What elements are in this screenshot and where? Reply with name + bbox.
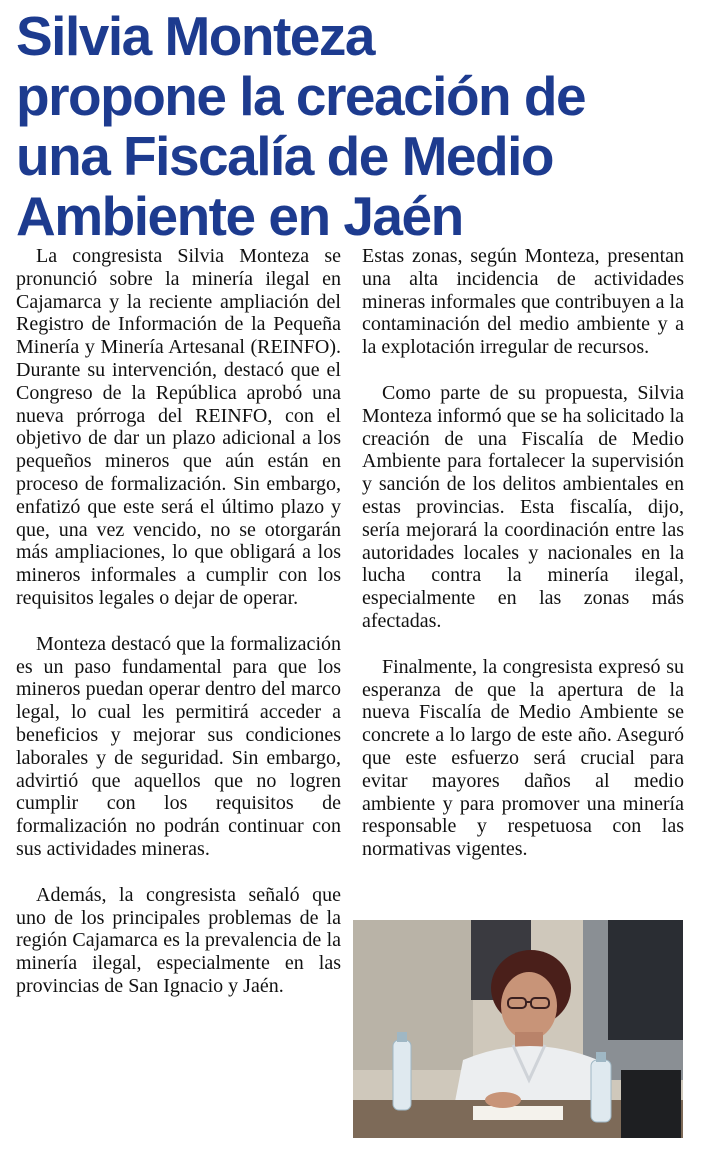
photo-illustration [353,920,683,1138]
headline-line: propone la creación de [16,65,586,127]
article-paragraph: Estas zonas, según Monteza, presentan una alta incidencia de actividades mineras informales que contribuyen a la contaminación del medio ambiente y a la explotación irregular de recursos. [362,245,684,359]
article-column-right [362,245,684,884]
article-column-left [16,245,341,1021]
headline-line: una Fiscalía de Medio [16,125,553,187]
article-paragraph: Además, la congresista señaló que uno de los principales problemas de la región Cajamarca es la prevalencia de la minería ilegal, especialmente en las provincias de San Ignacio y Jaén. [16,883,341,997]
article-paragraph: Como parte de su propuesta, Silvia Monteza informó que se ha solicitado la creación de una Fiscalía de Medio Ambiente para fortalecer la supervisión y sanción de los delitos ambientales en estas provincias. Esta fiscalía, dijo, sería mejorará la coordinación entre las autoridades locales y nacionales en la lucha contra la minería ilegal, especialmente en las zonas más afectadas. [362,381,684,632]
article-paragraph: Finalmente, la congresista expresó su esperanza de que la apertura de la nueva Fiscalía de Medio Ambiente se concrete a lo largo de este año. Aseguró que este esfuerzo será crucial para evitar mayores daños al medio ambiente y para promover una minería responsable y respetuosa con las normativas vigentes. [362,655,684,861]
headline [16,6,696,246]
article-paragraph: La congresista Silvia Monteza se pronunció sobre la minería ilegal en Cajamarca y la reciente ampliación del Registro de Información de la Pequeña Minería y Minería Artesanal (REINFO). Durante su intervención, destacó que el Congreso de la República aprobó una nueva prórroga del REINFO, con el objetivo de dar un plazo adicional a los pequeños mineros que aún están en proceso de formalización. Sin embargo, enfatizó que este será el último plazo y que, una vez vencido, no se otorgarán más ampliaciones, lo que obligará a los mineros informales a cumplir con los requisitos legales o dejar de operar. [16,245,341,609]
article-photo [353,920,683,1138]
article-paragraph: Monteza destacó que la formalización es un paso fundamental para que los mineros puedan operar dentro del marco legal, lo cual les permitirá acceder a beneficios y mejorar sus condiciones laborales y de seguridad. Sin embargo, advirtió que aquellos que no logren cumplir con los requisitos de formalización no podrán continuar con sus actividades mineras. [16,632,341,860]
headline-line: Ambiente en Jaén [16,185,463,247]
headline-line: Silvia Monteza [16,5,374,67]
